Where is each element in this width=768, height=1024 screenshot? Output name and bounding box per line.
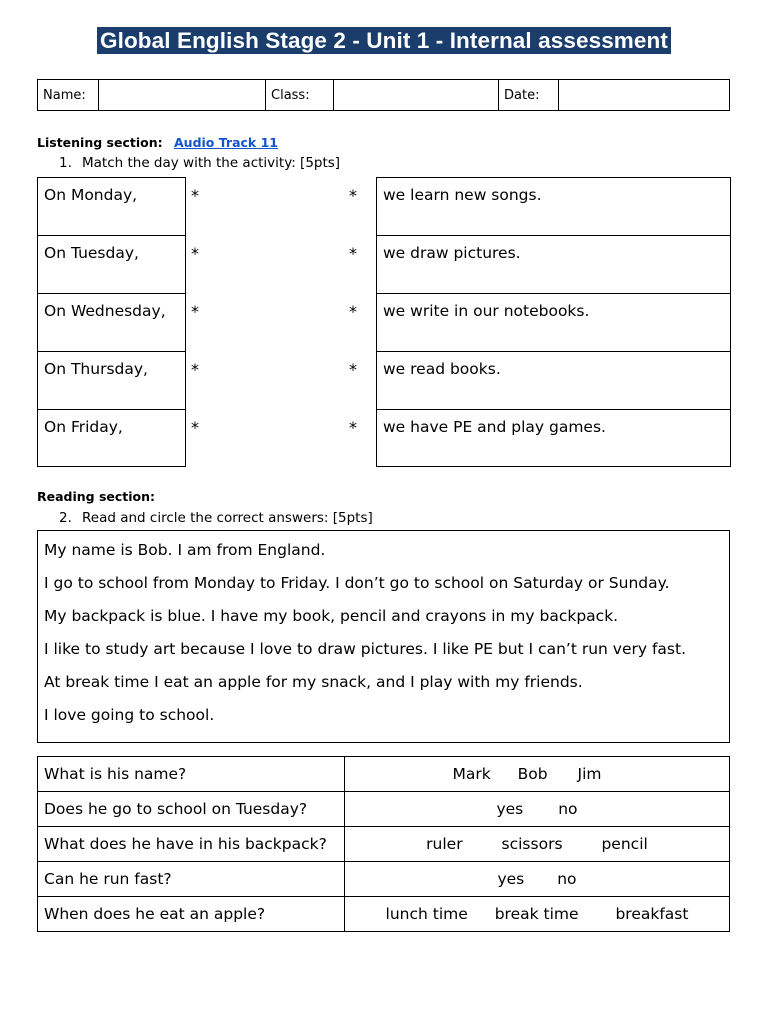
answer-options — [345, 827, 730, 862]
passage-line: I go to school from Monday to Friday. I don’t go to school on Saturday or Sunday. — [44, 574, 670, 592]
table-row — [38, 792, 730, 827]
match-point-left[interactable]: * — [191, 418, 199, 437]
passage-line: I like to study art because I love to draw pictures. I like PE but I can’t run very fast. — [44, 640, 686, 658]
audio-track-link[interactable]: Audio Track 11 — [174, 135, 278, 150]
answer-option[interactable]: Mark — [452, 765, 491, 783]
match-point-right[interactable]: * — [349, 244, 357, 263]
answer-option[interactable]: pencil — [601, 835, 648, 853]
date-label: Date: — [499, 80, 559, 111]
passage-line: I love going to school. — [44, 706, 215, 724]
answer-option[interactable]: lunch time — [385, 905, 468, 923]
match-point-left[interactable]: * — [191, 360, 199, 379]
match-day-cell: On Wednesday, — [37, 293, 186, 352]
class-field[interactable] — [334, 80, 499, 111]
match-point-right[interactable]: * — [349, 418, 357, 437]
question-1-number: 1. — [59, 155, 72, 171]
answer-option[interactable]: ruler — [426, 835, 463, 853]
class-label: Class: — [266, 80, 334, 111]
table-row — [38, 897, 730, 932]
match-activity-cell: we write in our notebooks. — [376, 293, 731, 352]
comprehension-table — [37, 756, 730, 932]
passage-line: My backpack is blue. I have my book, pencil and crayons in my backpack. — [44, 607, 619, 625]
answer-option[interactable]: Jim — [577, 765, 602, 783]
match-point-right[interactable]: * — [349, 360, 357, 379]
date-field[interactable] — [559, 80, 730, 111]
reading-section-label: Reading section: — [37, 489, 156, 504]
comprehension-question: Can he run fast? — [38, 862, 345, 897]
match-point-right[interactable]: * — [349, 186, 357, 205]
match-day-cell: On Tuesday, — [37, 235, 186, 294]
comprehension-question: When does he eat an apple? — [38, 897, 345, 932]
match-point-left[interactable]: * — [191, 244, 199, 263]
table-row — [38, 862, 730, 897]
answer-option[interactable]: scissors — [501, 835, 563, 853]
passage-line: My name is Bob. I am from England. — [44, 541, 326, 559]
name-label: Name: — [38, 80, 99, 111]
answer-options — [345, 757, 730, 792]
question-2-text: Read and circle the correct answers: [5pts] — [82, 510, 373, 526]
match-day-cell: On Thursday, — [37, 351, 186, 410]
answer-option[interactable]: no — [557, 870, 577, 888]
listening-section-label: Listening section: — [37, 135, 163, 150]
match-point-right[interactable]: * — [349, 302, 357, 321]
answer-options — [345, 792, 730, 827]
name-field[interactable] — [99, 80, 266, 111]
match-point-left[interactable]: * — [191, 186, 199, 205]
reading-passage — [37, 530, 730, 743]
passage-line: At break time I eat an apple for my snack, and I play with my friends. — [44, 673, 583, 691]
table-row — [38, 827, 730, 862]
answer-options — [345, 897, 730, 932]
match-activity-cell: we read books. — [376, 351, 731, 410]
match-day-cell: On Friday, — [37, 409, 186, 467]
answer-option[interactable]: yes — [497, 870, 525, 888]
match-activity-cell: we draw pictures. — [376, 235, 731, 294]
comprehension-question: What is his name? — [38, 757, 345, 792]
student-info-table — [37, 79, 730, 111]
comprehension-question: What does he have in his backpack? — [38, 827, 345, 862]
match-activity-cell: we learn new songs. — [376, 177, 731, 236]
match-point-left[interactable]: * — [191, 302, 199, 321]
answer-option[interactable]: breakfast — [615, 905, 689, 923]
match-day-cell: On Monday, — [37, 177, 186, 236]
answer-option[interactable]: yes — [496, 800, 524, 818]
answer-option[interactable]: break time — [494, 905, 579, 923]
answer-option[interactable]: Bob — [517, 765, 548, 783]
match-activity-cell: we have PE and play games. — [376, 409, 731, 467]
comprehension-question: Does he go to school on Tuesday? — [38, 792, 345, 827]
answer-option[interactable]: no — [558, 800, 578, 818]
table-row — [38, 757, 730, 792]
question-1-text: Match the day with the activity: [5pts] — [82, 155, 341, 171]
answer-options — [345, 862, 730, 897]
question-2 — [59, 510, 373, 526]
question-1 — [59, 155, 340, 171]
question-2-number: 2. — [59, 510, 72, 526]
page-title-text: Global English Stage 2 - Unit 1 - Internal assessment — [97, 27, 671, 54]
page-title — [0, 28, 768, 54]
